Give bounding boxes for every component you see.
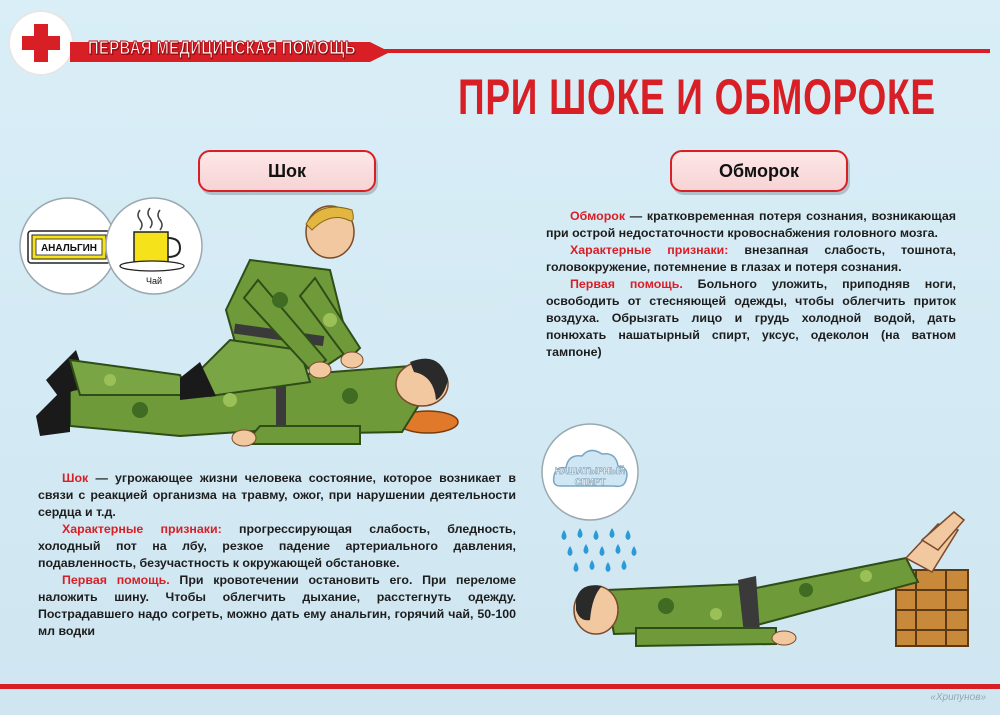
analgin-label: АНАЛЬГИН [40,243,98,254]
header-label: ПЕРВАЯ МЕДИЦИНСКАЯ ПОМОЩЬ [88,38,356,58]
shock-definition: — угрожающее жизни человека состояние, которое возникает в связи с реакцией организма на травму, ожог, при нарушении деятельности сердца и т.д. [38,471,516,519]
footer-divider [0,684,1000,689]
section-label-shock: Шок [198,150,376,192]
faint-aid: Больного уложить, приподняв ноги, освободить от стесняющей одежды, чтобы облегчить приток воздуха. Обрызгать лицо и грудь холодной водой, дать понюхать нашатырный спирт, уксус, одеколон (на ватном тампоне) [546,277,956,359]
ammonia-label-1: НАШАТЫРНЫЙ [554,466,626,476]
ammonia-label-2: СПИРТ [574,477,606,487]
faint-aid-term: Первая помощь. [570,277,683,291]
publisher-signature: «Хрипунов» [930,692,986,703]
page-title: ПРИ ШОКЕ И ОБМОРОКЕ [458,69,936,125]
shock-signs-term: Характерные признаки: [62,522,222,536]
faint-signs: внезапная слабость, тошнота, головокружение, потемнение в глазах и потеря сознания. [546,243,956,274]
faint-term: Обморок [570,209,626,223]
shock-term: Шок [62,471,89,485]
shock-aid-term: Первая помощь. [62,573,170,587]
faint-signs-term: Характерные признаки: [570,243,729,257]
section-label-faint: Обморок [670,150,848,192]
faint-description [546,208,956,361]
faint-illustration [566,510,976,670]
faint-definition: — кратковременная потеря сознания, возникающая при острой недостаточности кровоснабжения головного мозга. [546,209,956,240]
shock-description [38,470,516,640]
red-cross-icon [10,12,72,74]
shock-illustration [30,200,470,460]
shock-signs: прогрессирующая слабость, бледность, холодный пот на лбу, резкое падение артериального давления, подавленность, безучастность к окружающей обстановке. [38,522,516,570]
ammonia-cloud-icon [540,422,640,522]
shock-aid: При кровотечении остановить его. При переломе наложить шину. Чтобы облегчить дыхание, расстегнуть одежду. Пострадавшего надо согреть, можно дать ему анальгин, горячий чай, 50-100 мл водки [38,573,516,638]
tea-label: Чай [145,276,163,286]
